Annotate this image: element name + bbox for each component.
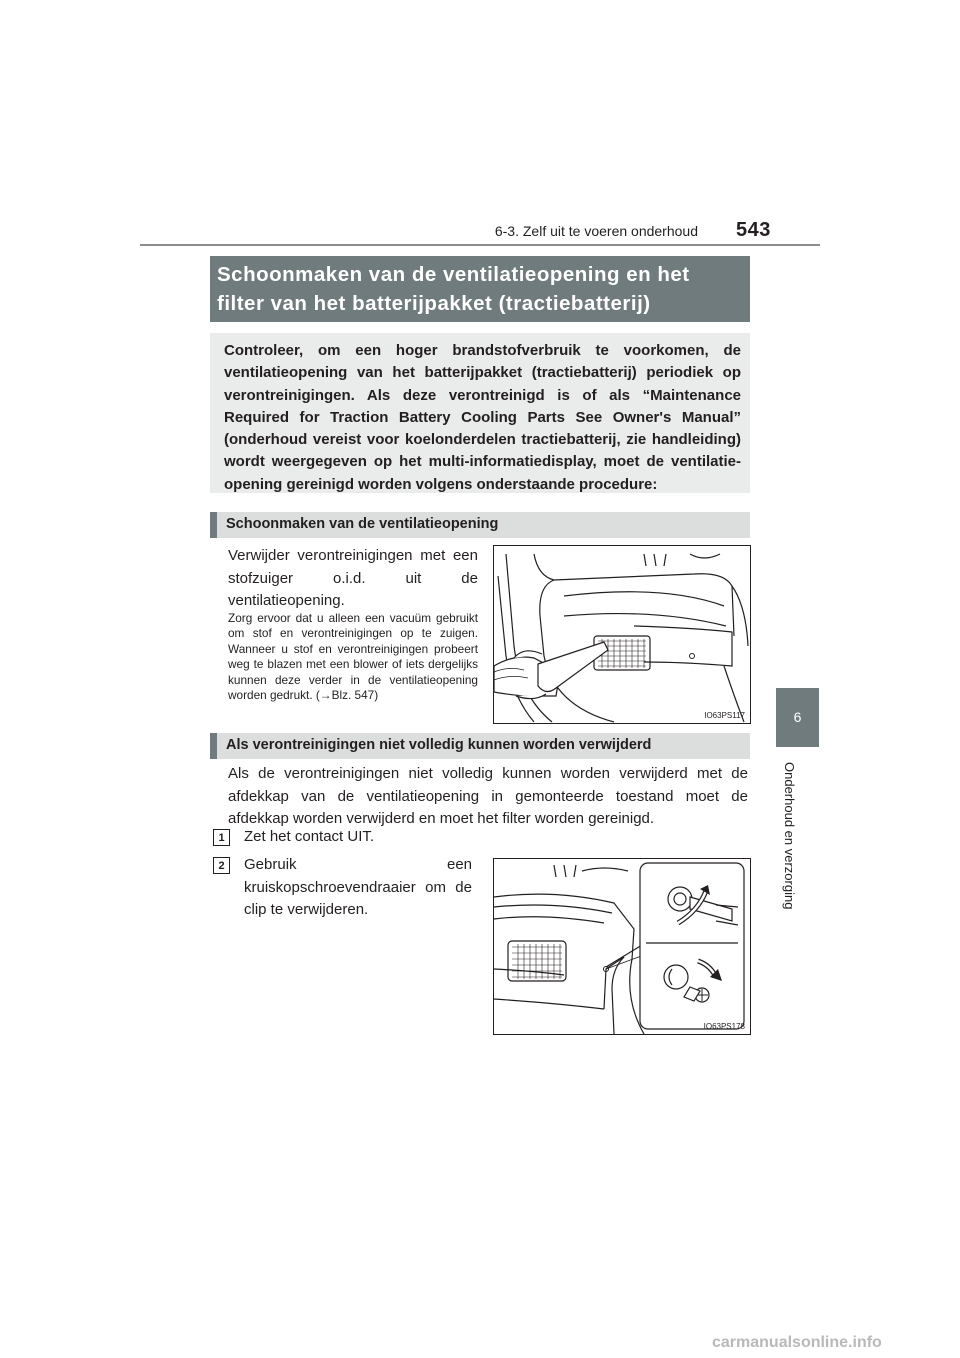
site-watermark: carmanualsonline.info — [712, 1334, 882, 1351]
intro-box — [210, 333, 750, 493]
figure-label: IO63PS178 — [703, 1022, 745, 1031]
page-title-line-1: Schoonmaken van de ventilatieopening en het — [217, 263, 690, 286]
section-heading-vent — [210, 512, 750, 538]
chapter-tab-label: Onderhoud en verzorging — [782, 762, 797, 910]
step-number-badge: 1 — [213, 829, 230, 846]
title-banner — [210, 256, 750, 322]
step-number-badge: 2 — [213, 857, 230, 874]
step-1-text: Zet het contact UIT. — [244, 828, 375, 845]
page-number: 543 — [736, 219, 771, 241]
intro-text: Controleer, om een hoger brandstofverbruik te voorkomen, de ventilatieopening van het batterijpakket (tractiebatterij) periodiek op verontreinigingen. Als deze verontreinigd is of als “Maintenance Required for Traction Battery Cooling Parts See Owner's Manual” (onderhoud vereist voor koelonderdelen tractiebatterij, zie handleiding) wordt weergegeven op het multi-informatiedisplay, moet de ventilatie-opening gereinigd worden volgens onderstaande procedure: — [224, 342, 741, 493]
section-reference: 6-3. Zelf uit te voeren onderhoud — [494, 223, 698, 239]
remove-clip-illustration — [494, 859, 750, 1034]
vacuum-vent-illustration — [494, 546, 750, 723]
figure-remove-clip — [493, 858, 751, 1035]
section-heading-bar — [210, 512, 217, 538]
figure-vacuum-vent — [493, 545, 751, 724]
section-heading-filter — [210, 733, 750, 759]
vent-cleaning-note: Zorg ervoor dat u alleen een vacuüm gebruikt om stof en verontreinigingen op te zuigen. Wanneer u stof en verontreinigingen probeert weg te blazen met een blower of iets dergelijks kunnen deze verder in de ventilatieopening worden gedrukt. (→Blz. 547) — [228, 611, 478, 703]
step-2-text: Gebruik een kruiskopschroevendraaier om de clip te verwijderen. — [244, 856, 472, 918]
section-heading-bar — [210, 733, 217, 759]
page-title-line-2: filter van het batterijpakket (tractiebatterij) — [217, 292, 651, 315]
figure-label: IO63PS117 — [704, 711, 745, 720]
chapter-tab[interactable]: 6 — [776, 688, 819, 747]
header-divider — [140, 244, 820, 246]
vent-cleaning-text: Verwijder verontreinigingen met een stofzuiger o.i.d. uit de ventilatieopening. — [228, 547, 478, 609]
section-heading-text: Als verontreinigingen niet volledig kunnen worden verwijderd — [226, 737, 652, 753]
page-title — [217, 260, 746, 318]
filter-cleaning-text: Als de verontreinigingen niet volledig kunnen worden verwijderd met de afdekkap van de ventilatieopening in gemonteerde toestand moet de afdekkap worden verwijderd en moet het filter worden gereinigd. — [228, 765, 748, 827]
section-heading-text: Schoonmaken van de ventilatieopening — [226, 516, 499, 532]
